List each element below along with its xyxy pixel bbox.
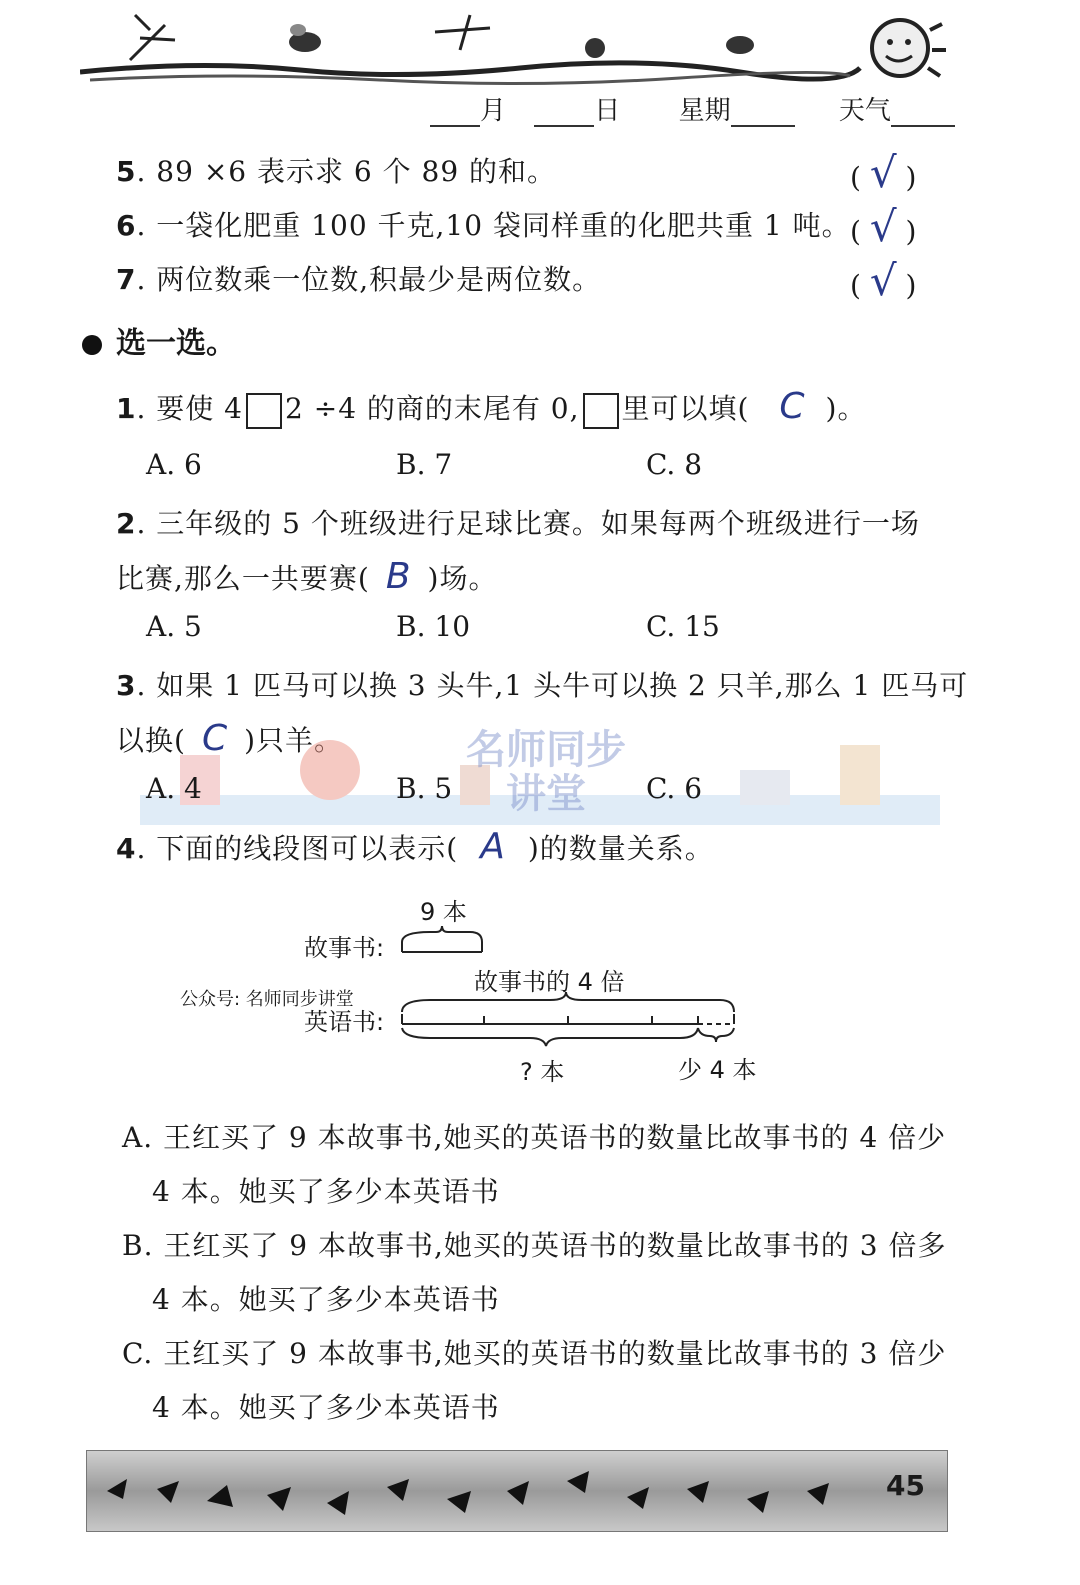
question-2-line2: 比赛,那么一共要赛( B )场。 — [116, 556, 498, 597]
gzh-note: 公众号: 名师同步讲堂 — [180, 989, 354, 1010]
bullet-icon — [82, 335, 102, 355]
option-b: B. 10 — [396, 610, 471, 643]
answer-q1: C — [779, 386, 806, 427]
option-b: B. 7 — [396, 448, 453, 481]
dragonfly-icon — [130, 15, 175, 60]
blank-box — [246, 393, 282, 429]
story-count-label: 9 本 — [420, 898, 467, 926]
choice-b-line2: 4 本。她买了多少本英语书 — [152, 1283, 500, 1316]
judge-answer-7: ( √ ) — [850, 256, 917, 305]
date-row — [430, 90, 955, 127]
dragonfly-icon — [435, 15, 490, 50]
judge-answer-5: ( √ ) — [850, 148, 917, 197]
judge-item-7: 7. 两位数乘一位数,积最少是两位数。 — [116, 263, 602, 296]
bee-icon — [289, 24, 321, 52]
footer-decoration — [86, 1450, 948, 1532]
judge-answer-6: ( √ ) — [850, 202, 917, 251]
option-c: C. 15 — [646, 610, 720, 643]
question-1: 1. 要使 4 2 ÷4 的商的末尾有 0, 里可以填( C )。 — [116, 386, 867, 427]
header-decoration — [80, 10, 950, 90]
choice-a-line1: A. 王红买了 9 本故事书,她买的英语书的数量比故事书的 4 倍少 — [122, 1121, 947, 1154]
bug-icon — [585, 38, 605, 58]
option-c: C. 8 — [646, 448, 703, 481]
day-label: 日 — [594, 96, 621, 126]
unknown-label: ? 本 — [520, 1058, 565, 1086]
choice-c-line2: 4 本。她买了多少本英语书 — [152, 1391, 500, 1424]
english-label: 英语书: — [304, 1008, 385, 1036]
question-3: 3. 如果 1 匹马可以换 3 头牛,1 头牛可以换 2 只羊,那么 1 匹马可 — [116, 669, 969, 702]
choice-a-line2: 4 本。她买了多少本英语书 — [152, 1175, 500, 1208]
choice-b-line1: B. 王红买了 9 本故事书,她买的英语书的数量比故事书的 3 倍多 — [122, 1229, 947, 1262]
weather-label: 天气 — [838, 96, 891, 126]
section-title: 选一选。 — [82, 318, 236, 362]
watermark-text: 名师同步 讲堂 — [466, 727, 626, 817]
answer-q4: A — [480, 826, 506, 867]
choice-c-line1: C. 王红买了 9 本故事书,她买的英语书的数量比故事书的 3 倍少 — [122, 1337, 947, 1370]
month-label: 月 — [480, 96, 507, 126]
sun-face-icon — [872, 20, 946, 76]
judge-item-6: 6. 一袋化肥重 100 千克,10 袋同样重的化肥共重 1 吨。 — [116, 209, 851, 242]
leaves-icon — [87, 1451, 847, 1531]
question-3-line2: 以换( C )只羊。 — [116, 718, 344, 759]
blank-box — [583, 393, 619, 429]
judge-item-5: 5. 89 ×6 表示求 6 个 89 的和。 — [116, 155, 557, 188]
line-segment-diagram — [390, 920, 750, 1050]
option-b: B. 5 — [396, 772, 453, 805]
page-number: 45 — [886, 1469, 925, 1502]
question-4: 4. 下面的线段图可以表示( A )的数量关系。 — [116, 826, 714, 867]
weekday-label: 星期 — [678, 96, 731, 126]
times-label: 故事书的 4 倍 — [474, 968, 625, 996]
answer-q3: C — [201, 718, 229, 759]
less-label: 少 4 本 — [678, 1056, 757, 1084]
option-a: A. 4 — [146, 772, 202, 805]
question-2: 2. 三年级的 5 个班级进行足球比赛。如果每两个班级进行一场 — [116, 507, 920, 540]
option-a: A. 5 — [146, 610, 202, 643]
bee-icon — [726, 36, 754, 54]
story-label: 故事书: — [304, 934, 385, 962]
option-c: C. 6 — [646, 772, 703, 805]
answer-q2: B — [385, 556, 412, 597]
option-a: A. 6 — [146, 448, 202, 481]
